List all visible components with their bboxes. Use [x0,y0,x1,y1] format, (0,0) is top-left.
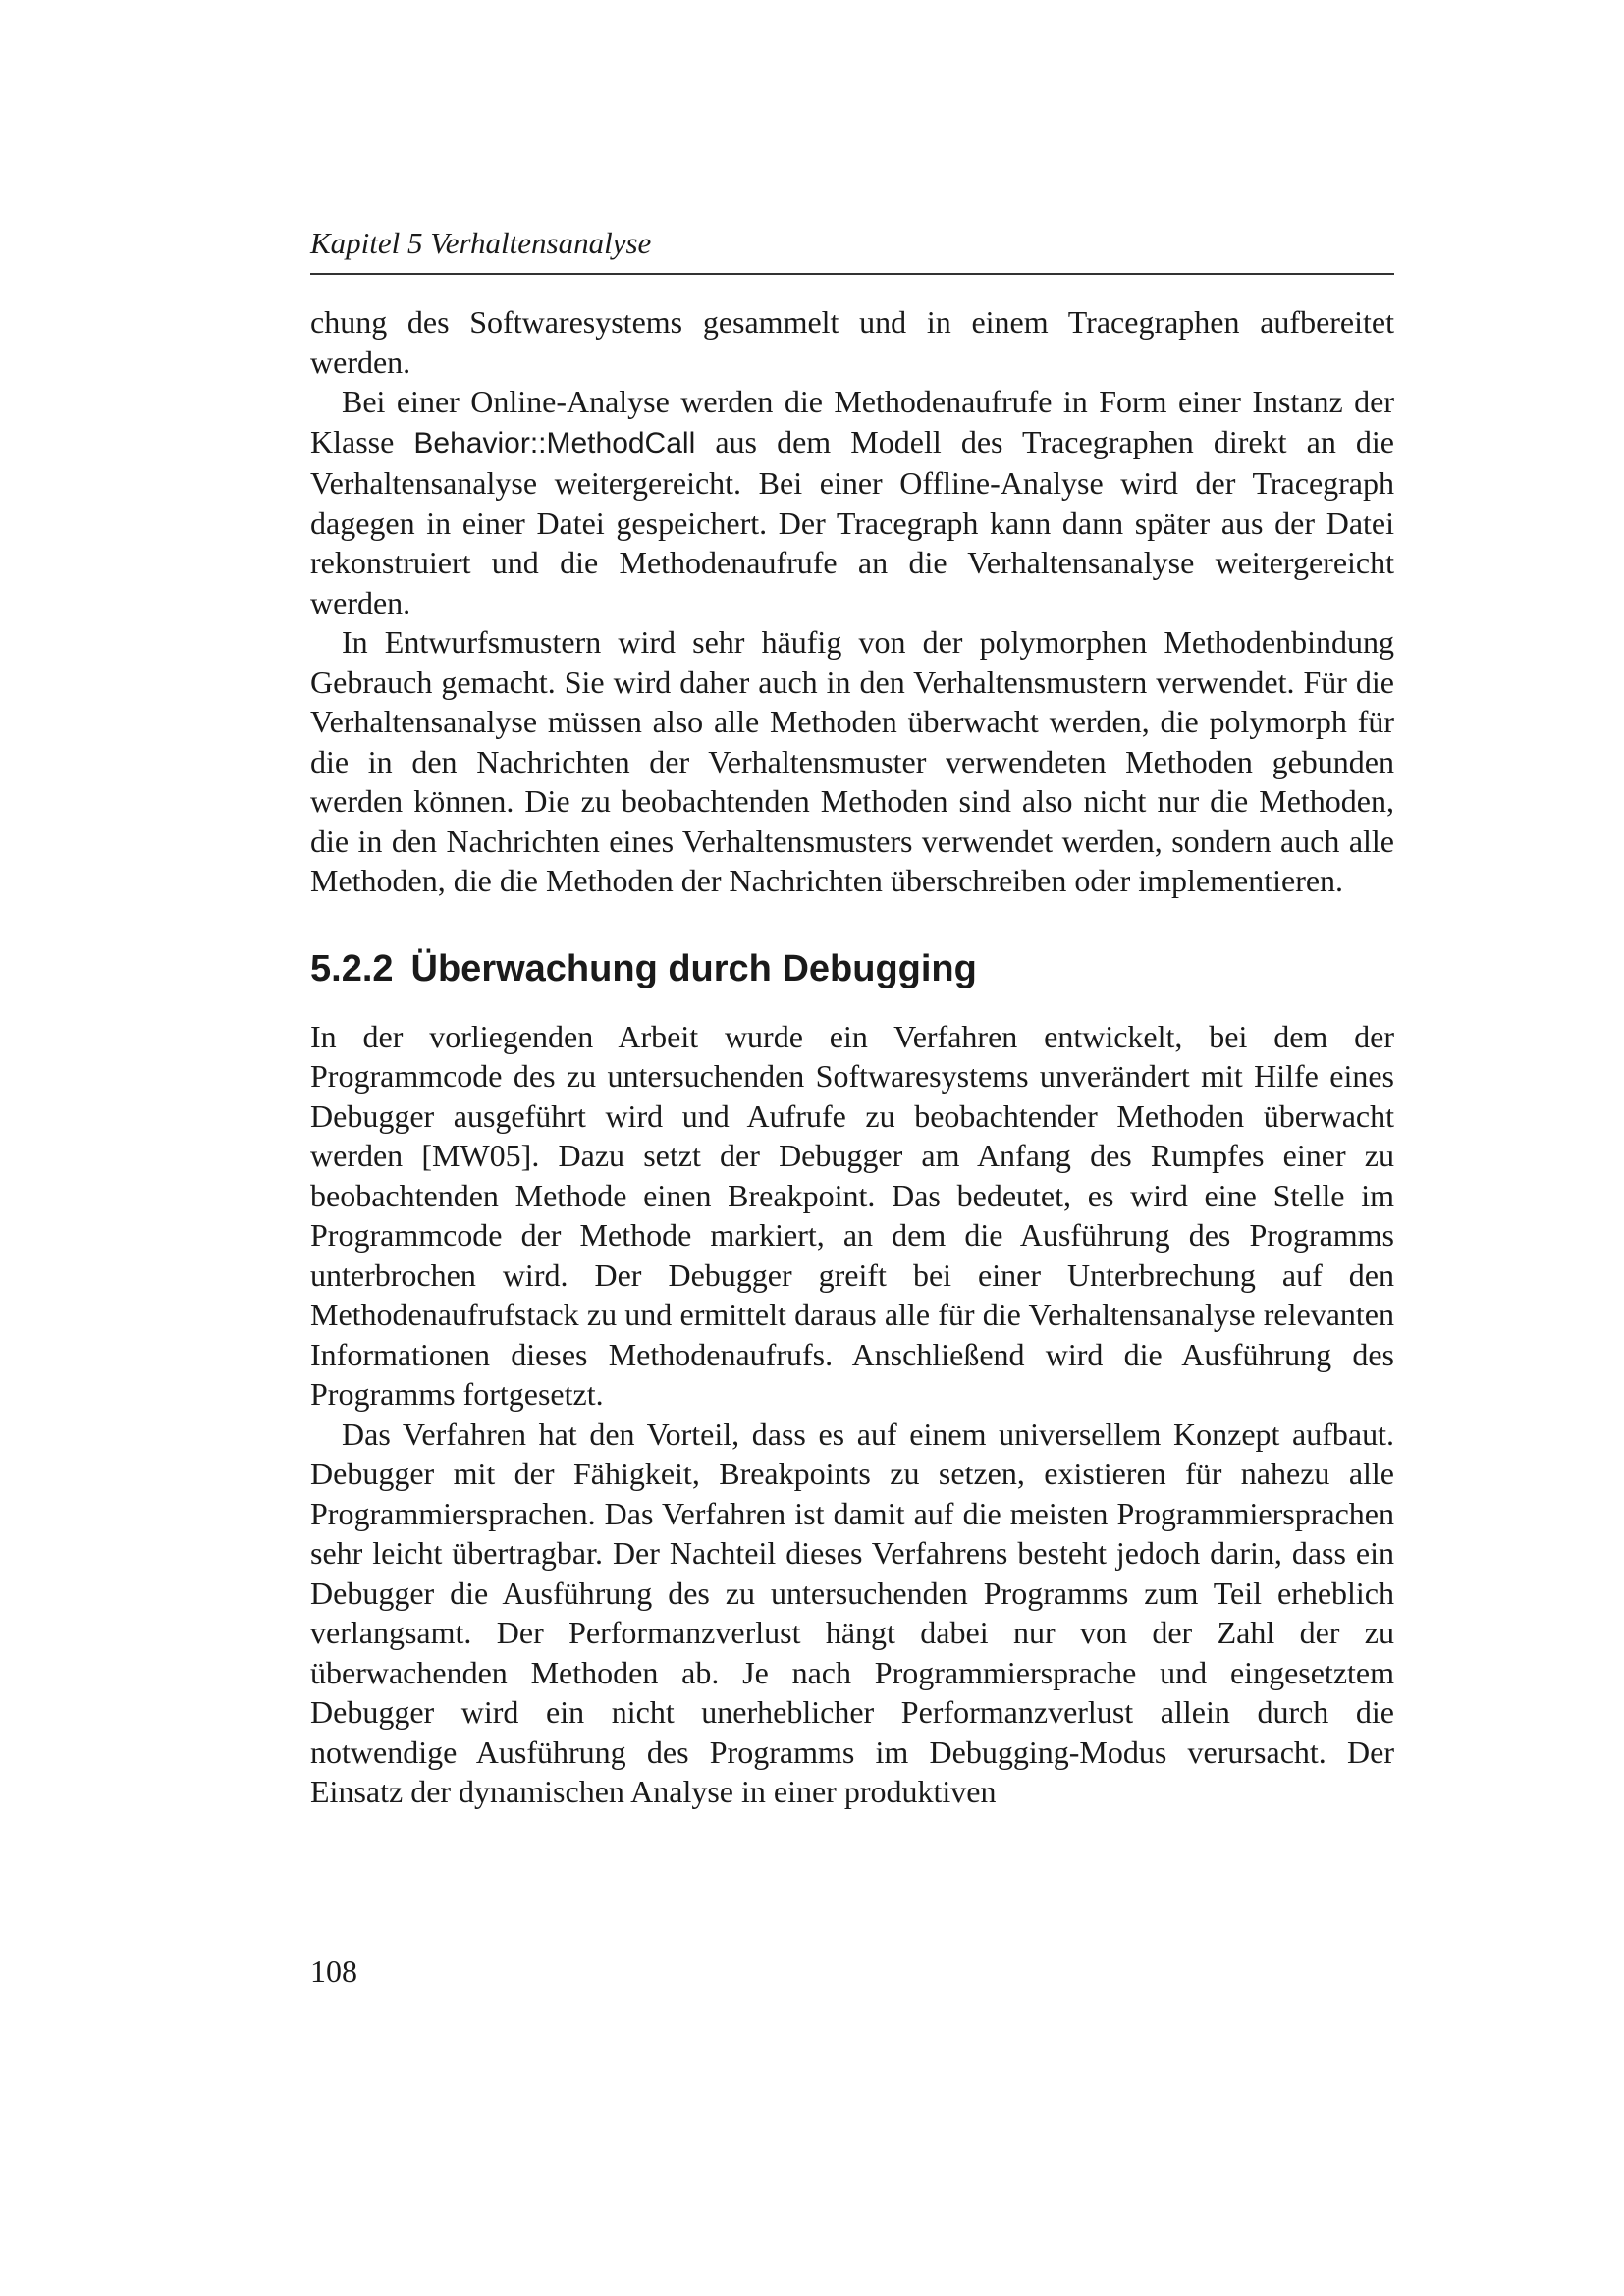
section-title: Überwachung durch Debugging [410,947,977,989]
page [310,224,1394,1812]
paragraph-polymorphism: In Entwurfsmustern wird sehr häufig von der polymorphen Methodenbindung Gebrauch gemacht. Sie wird daher auch in den Verhaltensmustern verwendet. Für die Verhaltensanalyse müssen also alle Methoden überwacht werden, die polymorph für die in den Nachrichten der Verhaltensmuster verwendeten Methoden gebunden werden können. Die zu beobachtenden Methoden sind also nicht nur die Methoden, die in den Nachrichten eines Verhaltensmusters verwendet werden, sondern auch alle Methoden, die die Methoden der Nachrichten überschreiben oder implementieren. [310,624,1394,898]
paragraph-online-offline [310,382,1394,622]
section-heading [310,946,1394,991]
code-identifier: Behavior::MethodCall [413,426,696,459]
paragraph-advantages: Das Verfahren hat den Vorteil, dass es auf einem universellem Konzept aufbaut. Debugger mit der Fähigkeit, Breakpoints zu setzen, existieren für nahezu alle Programmiersprachen. Das Verfahren ist damit auf die meisten Programmiersprachen sehr leicht übertragbar. Der Nachteil dieses Verfahrens besteht jedoch darin, dass ein Debugger die Ausführung des zu untersuchenden Programms zum Teil erheblich verlangsamt. Der Performanzverlust hängt dabei nur von der Zahl der zu überwachenden Methoden ab. Je nach Programmiersprache und eingesetztem Debugger wird ein nicht unerheblicher Performanzverlust allein durch die notwendige Ausführung des Programms im Debugging-Modus verursacht. Der Einsatz der dynamischen Analyse in einer produktiven [310,1415,1394,1809]
paragraph-text: Bei einer Online-Analyse werden die Methodenaufrufe in Form einer Instanz der Klasse [310,384,1394,459]
section-number: 5.2.2 [310,947,394,989]
body-text [310,302,1394,1812]
page-number: 108 [310,1953,357,1989]
running-header: Kapitel 5 Verhaltensanalyse [310,224,1394,275]
paragraph-continuation: chung des Softwaresystems gesammelt und in einem Tracegraphen aufbereitet werden. [310,304,1394,380]
paragraph-debugging-method: In der vorliegenden Arbeit wurde ein Verfahren entwickelt, bei dem der Programmcode des zu untersuchenden Softwaresystems unverändert mit Hilfe eines Debugger ausgeführt wird und Aufrufe zu beobachtender Methoden überwacht werden [MW05]. Dazu setzt der Debugger am Anfang des Rumpfes einer zu beobachtenden Methode einen Breakpoint. Das bedeutet, es wird eine Stelle im Programmcode der Methode markiert, an dem die Ausführung des Programms unterbrochen wird. Der Debugger greift bei einer Unterbrechung auf den Methodenaufrufstack zu und ermittelt daraus alle für die Verhaltensanalyse relevanten Informationen dieses Methodenaufrufs. Anschließend wird die Ausführung des Programms fortgesetzt. [310,1018,1394,1412]
paragraph-text: aus dem Modell des Tracegraphen direkt an die Verhaltensanalyse weitergereicht. Bei einer Offline-Analyse wird der Tracegraph dagegen in einer Datei gespeichert. Der Tracegraph kann dann später aus der Datei rekonstruiert und die Methodenaufrufe an die Verhaltensanalyse weitergereicht werden. [310,423,1395,620]
